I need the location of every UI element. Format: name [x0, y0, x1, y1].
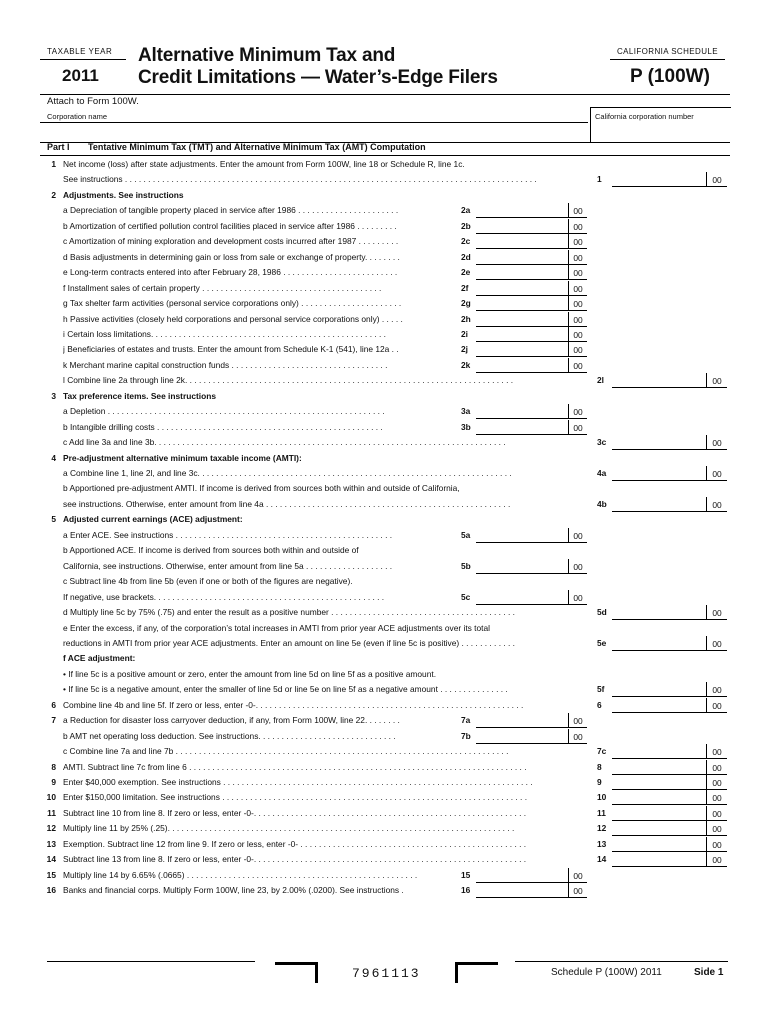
inner-line-label: 2k — [461, 359, 471, 370]
inner-amount-field[interactable] — [476, 265, 568, 280]
inner-amount-field[interactable] — [476, 327, 568, 342]
form-line — [0, 713, 770, 728]
inner-cents-field[interactable]: 00 — [568, 219, 587, 234]
outer-cents-field[interactable]: 00 — [706, 636, 727, 651]
line-text: f ACE adjustment: — [63, 653, 136, 664]
form-line — [0, 744, 770, 759]
outer-cents-field[interactable]: 00 — [706, 837, 727, 852]
line-text: l Combine line 2a through line 2k. . . . . . . . . . . . . . . . . . . . . . . . . . . . . . . . . . . . . . . . . . . . . . . . . . . . . . . . . . . . . . . . . . . . . . . — [63, 375, 514, 386]
corp-number-field[interactable] — [590, 107, 731, 143]
inner-cents-field[interactable]: 00 — [568, 203, 587, 218]
footer-schedule: Schedule P (100W) 2011 — [551, 967, 662, 978]
line-text: reductions in AMTI from prior year ACE adjustments. Enter an amount on line 5e (even if line 5c is positive) . . . . . . . . . . . . — [63, 637, 515, 648]
form-line — [0, 188, 770, 203]
outer-amount-field[interactable] — [612, 790, 706, 805]
inner-amount-field[interactable] — [476, 219, 568, 234]
line-text: Pre-adjustment alternative minimum taxable income (AMTI): — [63, 452, 302, 463]
footer-side: Side 1 — [694, 967, 724, 978]
line-text: Adjusted current earnings (ACE) adjustment: — [63, 514, 243, 525]
line-text: Enter $150,000 limitation. See instructions . . . . . . . . . . . . . . . . . . . . . . . . . . . . . . . . . . . . . . . . . . . . . . . . . . . . . . . . . . . . . . . . . . — [63, 792, 528, 803]
inner-cents-field[interactable]: 00 — [568, 234, 587, 249]
line-number: 1 — [51, 159, 56, 169]
outer-cents-field[interactable]: 00 — [706, 806, 727, 821]
outer-line-label: 5d — [597, 607, 607, 618]
form-line — [0, 451, 770, 466]
registration-mark-left — [275, 962, 318, 983]
line-text: e Long-term contracts entered into after February 28, 1986 . . . . . . . . . . . . . . . . . . . . . . . . . — [63, 267, 398, 278]
outer-line-label: 9 — [597, 777, 602, 787]
line-number: 10 — [46, 792, 56, 803]
tax-year: 2011 — [62, 66, 99, 85]
inner-cents-field[interactable]: 00 — [568, 590, 587, 605]
form-line — [0, 667, 770, 682]
outer-amount-field[interactable] — [612, 837, 706, 852]
form-line — [0, 837, 770, 852]
line-number: 12 — [46, 823, 56, 834]
line-text: Subtract line 13 from line 8. If zero or less, enter -0-. . . . . . . . . . . . . . . . . . . . . . . . . . . . . . . . . . . . . . . . . . . . . . . . . . . . . . . . . . . — [63, 854, 527, 865]
line-text: a Depreciation of tangible property placed in service after 1986 . . . . . . . . . . . . . . . . . . . . . . — [63, 205, 399, 216]
schedule-label: CALIFORNIA SCHEDULE — [617, 47, 718, 56]
inner-cents-field[interactable]: 00 — [568, 312, 587, 327]
inner-cents-field[interactable]: 00 — [568, 265, 587, 280]
inner-amount-field[interactable] — [476, 883, 568, 898]
form-line — [0, 281, 770, 296]
line-text: See instructions . . . . . . . . . . . . . . . . . . . . . . . . . . . . . . . . . . . . . . . . . . . . . . . . . . . . . . . . . . . . . . . . . . . . . . . . . . . . . . . . . . . . . . . . . — [63, 174, 537, 185]
form-line — [0, 559, 770, 574]
form-line — [0, 651, 770, 666]
line-number: 11 — [47, 807, 56, 818]
footer-right-rule — [515, 961, 728, 962]
inner-line-label: 2f — [461, 282, 469, 293]
outer-line-label: 5f — [597, 684, 605, 695]
inner-line-label: 3b — [461, 421, 471, 432]
form-line — [0, 312, 770, 327]
line-number: 3 — [51, 390, 56, 401]
inner-line-label: 5a — [461, 529, 471, 540]
outer-cents-field[interactable]: 00 — [706, 435, 727, 450]
inner-amount-field[interactable] — [476, 203, 568, 218]
form-line — [0, 883, 770, 898]
outer-amount-field[interactable] — [612, 497, 706, 512]
outer-cents-field[interactable]: 00 — [706, 821, 727, 836]
part-label — [47, 142, 70, 152]
form-line — [0, 296, 770, 311]
outer-cents-field[interactable]: 00 — [706, 744, 727, 759]
outer-cents-field[interactable]: 00 — [706, 698, 727, 713]
outer-line-label: 11 — [597, 807, 606, 818]
line-text: a Combine line 1, line 2l, and line 3c. . . . . . . . . . . . . . . . . . . . . . . . . . . . . . . . . . . . . . . . . . . . . . . . . . . . . . . . . . . . . . . . . . . . — [63, 468, 512, 478]
form-line — [0, 481, 770, 496]
registration-mark-right — [455, 962, 498, 983]
outer-line-label: 3c — [597, 437, 607, 448]
outer-cents-field[interactable]: 00 — [706, 775, 727, 790]
form-line — [0, 790, 770, 805]
form-line — [0, 466, 770, 481]
inner-cents-field[interactable]: 00 — [568, 281, 587, 296]
part-title: Tentative Minimum Tax (TMT) and Alternative Minimum Tax (AMT) Computation — [88, 142, 426, 152]
inner-cents-field[interactable]: 00 — [568, 559, 587, 574]
line-text: see instructions. Otherwise, enter amount from line 4a . . . . . . . . . . . . . . . . . . . . . . . . . . . . . . . . . . . . . . . . . . . . . . . . . . . . . — [63, 498, 511, 509]
year-divider — [40, 59, 126, 60]
inner-cents-field[interactable]: 00 — [568, 342, 587, 357]
form-line — [0, 265, 770, 280]
line-number: 16 — [46, 885, 56, 896]
line-text: If negative, use brackets. . . . . . . . . . . . . . . . . . . . . . . . . . . . . . . . . . . . . . . . . . . . . . . . . . — [63, 591, 385, 602]
line-text: Subtract line 10 from line 8. If zero or less, enter -0-. . . . . . . . . . . . . . . . . . . . . . . . . . . . . . . . . . . . . . . . . . . . . . . . . . . . . . . . . . . — [63, 807, 527, 818]
footer-left-rule — [47, 961, 255, 962]
inner-line-label: 2d — [461, 251, 471, 262]
form-line — [0, 698, 770, 713]
line-text: Exemption. Subtract line 12 from line 9. If zero or less, enter -0- . . . . . . . . . . . . . . . . . . . . . . . . . . . . . . . . . . . . . . . . . . . . . . . . . — [63, 838, 527, 849]
inner-amount-field[interactable] — [476, 729, 568, 744]
part-rule — [40, 155, 730, 156]
line-text: Multiply line 14 by 6.65% (.0665) . . . . . . . . . . . . . . . . . . . . . . . . . . . . . . . . . . . . . . . . . . . . . . . . . . — [63, 869, 418, 880]
inner-amount-field[interactable] — [476, 250, 568, 265]
line-text: c Subtract line 4b from line 5b (even if one or both of the figures are negative). — [63, 576, 353, 587]
line-text: i Certain loss limitations. . . . . . . . . . . . . . . . . . . . . . . . . . . . . . . . . . . . . . . . . . . . . . . . . . . — [63, 328, 386, 339]
line-text: Enter $40,000 exemption. See instructions . . . . . . . . . . . . . . . . . . . . . . . . . . . . . . . . . . . . . . . . . . . . . . . . . . . . . . . . . . . . . . . . . . . — [63, 777, 533, 787]
inner-amount-field[interactable] — [476, 528, 568, 543]
inner-line-label: 2b — [461, 220, 471, 231]
outer-amount-field[interactable] — [612, 806, 706, 821]
outer-line-label: 2l — [597, 375, 604, 386]
line-text: k Merchant marine capital construction funds . . . . . . . . . . . . . . . . . . . . . . . . . . . . . . . . . . — [63, 359, 388, 370]
inner-cents-field[interactable]: 00 — [568, 420, 587, 435]
form-line — [0, 404, 770, 419]
form-line — [0, 636, 770, 651]
outer-amount-field[interactable] — [612, 821, 706, 836]
outer-line-label: 7c — [597, 746, 607, 757]
outer-line-label: 8 — [597, 761, 602, 772]
outer-cents-field[interactable]: 00 — [706, 852, 727, 867]
form-line — [0, 806, 770, 821]
line-text: b Apportioned ACE. If income is derived from sources both within and outside of — [63, 545, 359, 556]
outer-amount-field[interactable] — [612, 172, 706, 187]
inner-line-label: 2i — [461, 328, 468, 339]
outer-line-label: 14 — [597, 854, 607, 865]
form-line — [0, 760, 770, 775]
inner-cents-field[interactable]: 00 — [568, 250, 587, 265]
form-line — [0, 729, 770, 744]
outer-line-label: 5e — [597, 637, 607, 648]
inner-amount-field[interactable] — [476, 404, 568, 419]
inner-line-label: 2g — [461, 298, 471, 309]
inner-amount-field[interactable] — [476, 296, 568, 311]
outer-amount-field[interactable] — [612, 435, 706, 450]
form-line — [0, 512, 770, 527]
form-title-line1: Alternative Minimum Tax and — [138, 45, 396, 66]
line-text: • If line 5c is a positive amount or zero, enter the amount from line 5d on line 5f as a positive amount. — [63, 668, 437, 679]
line-text: d Basis adjustments in determining gain or loss from sale or exchange of property. . . . . . . . — [63, 251, 400, 262]
outer-line-label: 13 — [597, 838, 607, 849]
form-line — [0, 420, 770, 435]
part-number: Part I — [47, 142, 70, 152]
inner-amount-field[interactable] — [476, 281, 568, 296]
form-line — [0, 497, 770, 512]
line-text: c Combine line 7a and line 7b . . . . . . . . . . . . . . . . . . . . . . . . . . . . . . . . . . . . . . . . . . . . . . . . . . . . . . . . . . . . . . . . . . . . . . . . — [63, 746, 509, 757]
inner-line-label: 2c — [461, 236, 471, 247]
inner-line-label: 7a — [461, 715, 471, 726]
inner-amount-field[interactable] — [476, 713, 568, 728]
form-line — [0, 172, 770, 187]
form-line — [0, 605, 770, 620]
line-text: Combine line 4b and line 5f. If zero or less, enter -0-. . . . . . . . . . . . . . . . . . . . . . . . . . . . . . . . . . . . . . . . . . . . . . . . . . . . . . . . . . — [63, 699, 524, 710]
line-text: Tax preference items. See instructions — [63, 390, 216, 401]
inner-cents-field[interactable]: 00 — [568, 713, 587, 728]
form-title-line2: Credit Limitations — Water’s-Edge Filers — [138, 67, 498, 88]
outer-amount-field[interactable] — [612, 682, 706, 697]
inner-cents-field[interactable]: 00 — [568, 296, 587, 311]
inner-amount-field[interactable] — [476, 358, 568, 373]
inner-amount-field[interactable] — [476, 234, 568, 249]
form-line — [0, 852, 770, 867]
line-text: f Installment sales of certain property . . . . . . . . . . . . . . . . . . . . . . . . . . . . . . . . . . . . . . . — [63, 282, 382, 293]
outer-cents-field[interactable]: 00 — [706, 373, 727, 388]
line-text: b Amortization of certified pollution control facilities placed in service after 1986 . . . . . . . . . — [63, 220, 397, 231]
outer-amount-field[interactable] — [612, 760, 706, 775]
form-line — [0, 219, 770, 234]
outer-line-label: 4a — [597, 468, 607, 478]
inner-line-label: 15 — [461, 869, 471, 880]
line-text: Net income (loss) after state adjustments. Enter the amount from Form 100W, line 18 or Schedule R, line 1c. — [63, 159, 465, 169]
form-line — [0, 543, 770, 558]
line-number: 5 — [51, 514, 56, 525]
outer-line-label: 6 — [597, 699, 602, 710]
form-line — [0, 435, 770, 450]
line-text: Banks and financial corps. Multiply Form 100W, line 23, by 2.00% (.0200). See instructions . — [63, 885, 404, 896]
inner-line-label: 16 — [461, 885, 471, 896]
outer-amount-field[interactable] — [612, 636, 706, 651]
outer-amount-field[interactable] — [612, 373, 706, 388]
line-number: 4 — [51, 452, 56, 463]
form-barcode-number: 7961113 — [352, 966, 421, 981]
inner-line-label: 5b — [461, 560, 471, 571]
inner-cents-field[interactable]: 00 — [568, 868, 587, 883]
form-line — [0, 868, 770, 883]
schedule-divider — [610, 59, 725, 60]
inner-line-label: 2j — [461, 344, 468, 355]
inner-line-label: 5c — [461, 591, 471, 602]
form-line — [0, 203, 770, 218]
line-text: California, see instructions. Otherwise, enter amount from line 5a . . . . . . . . . . . . . . . . . . . — [63, 560, 393, 571]
line-text: c Amortization of mining exploration and development costs incurred after 1987 . . . . . . . . . — [63, 236, 399, 247]
outer-amount-field[interactable] — [612, 466, 706, 481]
form-line — [0, 775, 770, 790]
line-text: h Passive activities (closely held corporations and personal service corporations only) . . . . . — [63, 313, 403, 324]
line-text: a Depletion . . . . . . . . . . . . . . . . . . . . . . . . . . . . . . . . . . . . . . . . . . . . . . . . . . . . . . . . . . . . — [63, 406, 385, 417]
taxable-year-label: TAXABLE YEAR — [47, 47, 113, 56]
form-line — [0, 821, 770, 836]
attach-note: Attach to Form 100W. — [47, 96, 139, 107]
inner-cents-field[interactable]: 00 — [568, 327, 587, 342]
outer-amount-field[interactable] — [612, 852, 706, 867]
inner-line-label: 2a — [461, 205, 471, 216]
inner-line-label: 7b — [461, 730, 471, 741]
outer-line-label: 4b — [597, 498, 607, 509]
outer-amount-field[interactable] — [612, 775, 706, 790]
line-text: j Beneficiaries of estates and trusts. Enter the amount from Schedule K-1 (541), line 12a . . — [63, 344, 399, 355]
line-text: a Reduction for disaster loss carryover deduction, if any, from Form 100W, line 22. . . . . . . . — [63, 715, 400, 726]
outer-cents-field[interactable]: 00 — [706, 466, 727, 481]
line-number: 2 — [51, 189, 56, 200]
line-text: e Enter the excess, if any, of the corporation’s total increases in AMTI from prior year ACE adjustments over its total — [63, 622, 491, 633]
line-number: 8 — [51, 761, 56, 772]
outer-cents-field[interactable]: 00 — [706, 760, 727, 775]
inner-cents-field[interactable]: 00 — [568, 528, 587, 543]
outer-amount-field[interactable] — [612, 605, 706, 620]
line-text: Adjustments. See instructions — [63, 189, 184, 200]
line-text: g Tax shelter farm activities (personal service corporations only) . . . . . . . . . . . . . . . . . . . . . . — [63, 298, 402, 309]
outer-amount-field[interactable] — [612, 744, 706, 759]
line-text: Multiply line 11 by 25% (.25). . . . . . . . . . . . . . . . . . . . . . . . . . . . . . . . . . . . . . . . . . . . . . . . . . . . . . . . . . . . . . . . . . . . . . . . . . . — [63, 823, 515, 834]
form-line — [0, 342, 770, 357]
form-line — [0, 682, 770, 697]
inner-amount-field[interactable] — [476, 342, 568, 357]
line-text: b Intangible drilling costs . . . . . . . . . . . . . . . . . . . . . . . . . . . . . . . . . . . . . . . . . . . . . . . . . — [63, 421, 383, 432]
line-number: 6 — [51, 699, 56, 710]
inner-amount-field[interactable] — [476, 559, 568, 574]
inner-amount-field[interactable] — [476, 420, 568, 435]
corp-name-field[interactable] — [40, 122, 588, 143]
form-line — [0, 373, 770, 388]
form-line — [0, 528, 770, 543]
form-line — [0, 157, 770, 172]
inner-line-label: 2h — [461, 313, 471, 324]
form-line — [0, 574, 770, 589]
form-line — [0, 621, 770, 636]
line-number: 7 — [51, 715, 56, 726]
inner-cents-field[interactable]: 00 — [568, 883, 587, 898]
corp-name-label: Corporation name — [47, 112, 108, 121]
outer-line-label: 12 — [597, 823, 607, 834]
form-line — [0, 389, 770, 404]
inner-line-label: 2e — [461, 267, 471, 278]
inner-amount-field[interactable] — [476, 590, 568, 605]
line-number: 14 — [46, 854, 56, 865]
form-line — [0, 234, 770, 249]
outer-cents-field[interactable]: 00 — [706, 790, 727, 805]
line-text: b AMT net operating loss deduction. See instructions. . . . . . . . . . . . . . . . . . . . . . . . . . . . . . — [63, 730, 396, 741]
outer-cents-field[interactable]: 00 — [706, 497, 727, 512]
inner-amount-field[interactable] — [476, 312, 568, 327]
line-text: AMTI. Subtract line 7c from line 6 . . . . . . . . . . . . . . . . . . . . . . . . . . . . . . . . . . . . . . . . . . . . . . . . . . . . . . . . . . . . . . . . . . . . . . . . . — [63, 761, 527, 772]
corp-number-label: California corporation number — [595, 112, 694, 121]
line-number: 13 — [46, 838, 56, 849]
outer-cents-field[interactable]: 00 — [706, 682, 727, 697]
line-number: 9 — [51, 777, 56, 787]
inner-cents-field[interactable]: 00 — [568, 358, 587, 373]
inner-amount-field[interactable] — [476, 868, 568, 883]
line-number: 15 — [46, 869, 56, 880]
outer-line-label: 10 — [597, 792, 607, 803]
form-id: P (100W) — [630, 66, 710, 87]
line-text: • If line 5c is a negative amount, enter the smaller of line 5d or line 5e on line 5f as a negative amount . . . . . . . . . . . . . . . — [63, 684, 508, 695]
form-line — [0, 590, 770, 605]
inner-cents-field[interactable]: 00 — [568, 404, 587, 419]
inner-line-label: 3a — [461, 406, 471, 417]
line-text: b Apportioned pre-adjustment AMTI. If income is derived from sources both within and outside of California, — [63, 483, 460, 494]
header-rule — [40, 94, 730, 95]
line-text: a Enter ACE. See instructions . . . . . . . . . . . . . . . . . . . . . . . . . . . . . . . . . . . . . . . . . . . . . . . — [63, 529, 393, 540]
outer-cents-field[interactable]: 00 — [706, 605, 727, 620]
line-text: d Multiply line 5c by 75% (.75) and enter the result as a positive number . . . . . . . . . . . . . . . . . . . . . . . . . . . . . . . . . . . . . . . . — [63, 607, 515, 618]
form-line — [0, 250, 770, 265]
outer-amount-field[interactable] — [612, 698, 706, 713]
inner-cents-field[interactable]: 00 — [568, 729, 587, 744]
form-line — [0, 358, 770, 373]
form-line — [0, 327, 770, 342]
outer-line-label: 1 — [597, 174, 602, 185]
line-text: c Add line 3a and line 3b. . . . . . . . . . . . . . . . . . . . . . . . . . . . . . . . . . . . . . . . . . . . . . . . . . . . . . . . . . . . . . . . . . . . . . . . . . . . — [63, 437, 506, 448]
outer-cents-field[interactable]: 00 — [706, 172, 727, 187]
